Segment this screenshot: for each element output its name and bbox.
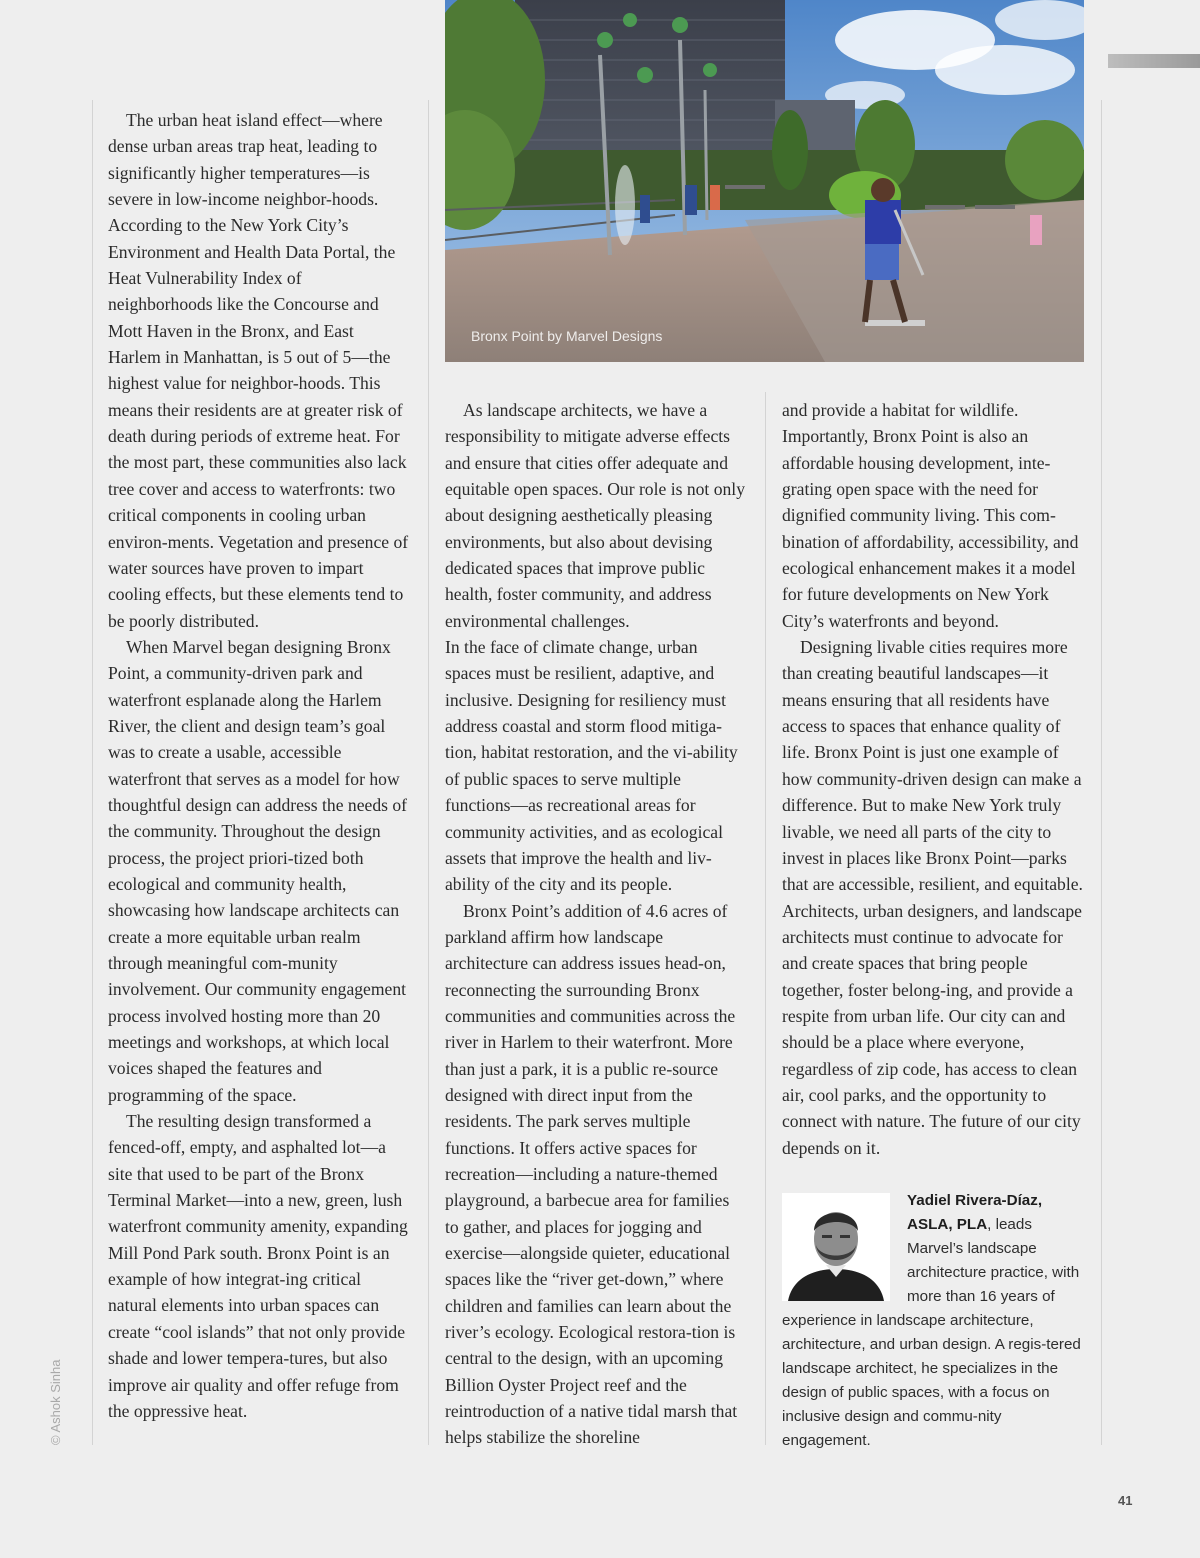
author-name: Yadiel Rivera-Díaz, ASLA, PLA (907, 1192, 1043, 1233)
page-number: 41 (1118, 1493, 1133, 1508)
paragraph: In the face of climate change, urban spaces must be resilient, adaptive, and inclusive. Designing for resiliency must address coastal and storm flood mitiga-tion, habitat restoration, and the vi-ability of public spaces to serve multiple functions—as recreational areas for community activities, and as ecological assets that improve the health and liv-ability of the city and its people. (445, 637, 738, 895)
author-bio (782, 1189, 1087, 1453)
paragraph: Bronx Point’s addition of 4.6 acres of parkland affirm how landscape architecture can address issues head-on, reconnecting the surrounding Bronx communities and communities across the river in Harlem to their waterfront. More than just a park, it is a public re-source designed with direct input from the residents. The park serves multiple functions. It offers active spaces for recreation—including a nature-themed playground, a barbecue area for families to gather, and places for jogging and exercise—alongside quieter, educational spaces like the “river get-down,” where children and families can learn about the river’s ecology. Ecological restora-tion is central to the design, with an upcoming Billion Oyster Project reef and the reintroduction of a native tidal marsh that helps stabilize the shoreline (445, 900, 738, 1448)
paragraph: As landscape architects, we have a responsibility to mitigate adverse effects and ensure that cities offer adequate and equitable open spaces. Our role is not only about designing aesthetically pleasing environments, but also about devising dedicated spaces that improve public health, foster community, and address environmental challenges. (445, 400, 745, 631)
headshot-spacer (782, 1189, 907, 1309)
column-rule-2 (765, 392, 766, 1445)
paragraph: and provide a habitat for wildlife. Importantly, Bronx Point is also an affordable housing development, inte-grating open space with the need for dignified community living. This com-bination of affordability, accessibility, and ecological enhancement makes it a model for future developments on New York City’s waterfronts and beyond. (782, 400, 1079, 631)
paragraph: The resulting design transformed a fenced-off, empty, and asphalted lot—a site that used to be part of the Bronx Terminal Market—into a new, green, lush waterfront community amenity, expanding Mill Pond Park south. Bronx Point is an example of how integrat-ing critical natural elements into urban spaces can create “cool islands” that not only provide shade and lower tempera-tures, but also improve air quality and offer refuge from the oppressive heat. (108, 1111, 408, 1421)
article-column-3 (782, 397, 1084, 1161)
column-rule-right (1101, 100, 1102, 1445)
paragraph: Designing livable cities requires more than creating beautiful landscapes—it means ensuring that all residents have access to spaces that enhance quality of life. Bronx Point is just one example of how community-driven design can make a difference. But to make New York truly livable, we need all parts of the city to invest in places like Bronx Point—parks that are accessible, resilient, and equitable. Architects, urban designers, and landscape architects must continue to advocate for and create spaces that bring people together, foster belong-ing, and provide a respite from urban life. Our city can and should be a place where everyone, regardless of zip code, has access to clean air, cool parks, and the opportunity to connect with nature. The future of our city depends on it. (782, 637, 1083, 1158)
article-column-2 (445, 397, 747, 1451)
column-rule-1 (428, 100, 429, 1445)
paragraph: When Marvel began designing Bronx Point, a community-driven park and waterfront esplanade along the Harlem River, the client and design team’s goal was to create a usable, accessible waterfront that serves as a model for how thoughtful design can address the needs of the community. Throughout the design process, the project priori-tized both ecological and community health, showcasing how landscape architects can create a more equitable urban realm through meaningful com-munity involvement. Our community engagement process involved hosting more than 20 meetings and workshops, at which local voices shaped the features and programming of the space. (108, 636, 408, 1105)
photo-caption: Bronx Point by Marvel Designs (471, 328, 663, 344)
paragraph: The urban heat island effect—where dense urban areas trap heat, leading to significantly higher temperatures—is severe in low-income neighbor-hoods. According to the New York City’s Environment and Health Data Portal, the Heat Vulnerability Index of neighborhoods like the Concourse and Mott Haven in the Bronx, and East Harlem in Manhattan, is 5 out of 5—the highest value for neighbor-hoods. This means their residents are at greater risk of death during periods of extreme heat. For the most part, these communities also lack tree cover and access to waterfronts: two critical components in cooling urban environ-ments. Vegetation and presence of water sources have proven to impart cooling effects, but these elements tend to be poorly distributed. (108, 110, 409, 631)
section-tab-marker (1108, 54, 1200, 68)
park-scene-illustration (445, 0, 1084, 362)
photo-credit: © Ashok Sinha (48, 1359, 63, 1445)
park-photo (445, 0, 1084, 362)
column-rule-left (92, 100, 93, 1445)
author-bio-text: , leads Marvel’s landscape architecture practice, with more than 16 years of experience in landscape architecture, architecture, and urban design. A regis-tered landscape architect, he specializes in the design of public spaces, with a focus on inclusive design and commu-nity engagement. (782, 1216, 1081, 1449)
article-column-1 (108, 107, 410, 1424)
